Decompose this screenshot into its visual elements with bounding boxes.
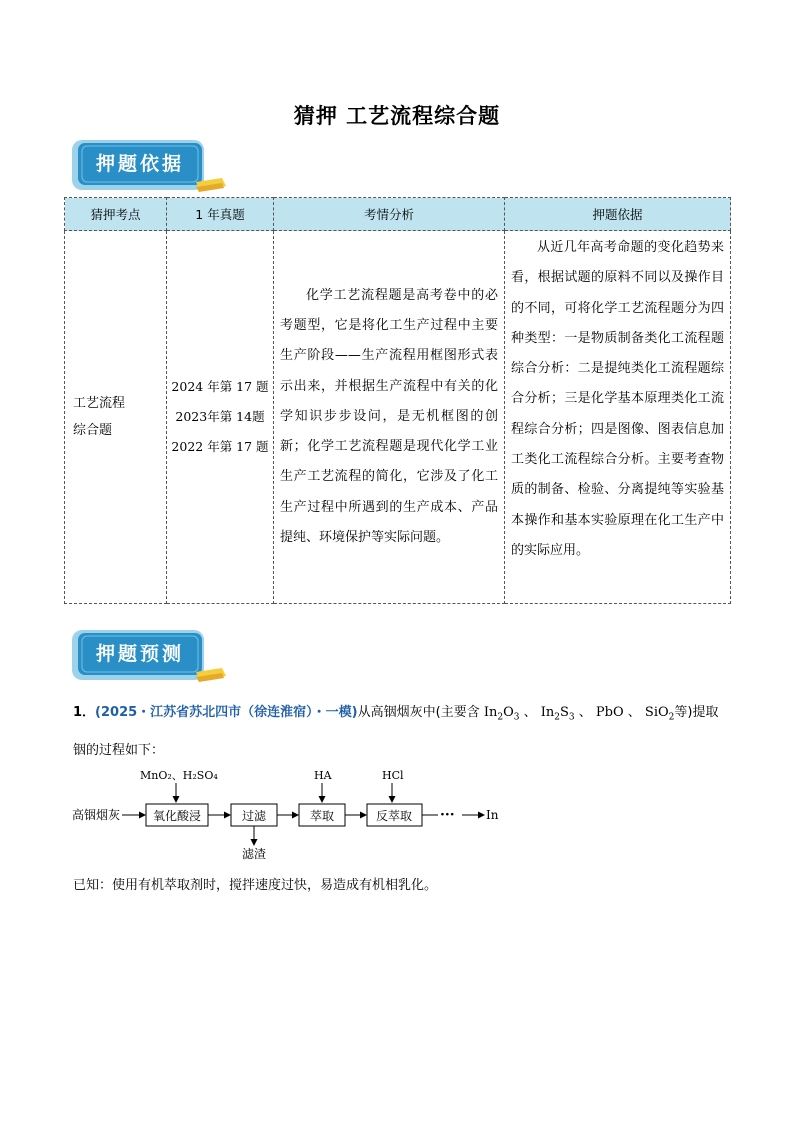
topic-line-2: 综合题 [73, 423, 113, 438]
formula-in2s3: $In_2S_3$ [540, 705, 575, 723]
question-line: 1．(2025・江苏省苏北四市（徐连淮宿）・一模)从高铟烟灰中(主要含 $In_2O_3$ 、 $In_2S_3$ 、 PbO 、 SiO$_2$等)提取 [73, 705, 719, 723]
table-row [65, 231, 731, 604]
analysis-cell [274, 231, 505, 604]
table-header-row [65, 198, 731, 231]
section-title-predict: 押题预测 [96, 643, 185, 665]
year-item: 2024 年第 17 题 [171, 379, 269, 394]
formula-pbo: PbO [595, 705, 624, 720]
basis-text: 从近几年高考命题的变化趋势来看，根据试题的原料不同以及操作目的不同，可将化学工艺流程题分为四种类型：一是物质制备类化工流程题综合分析：二是提纯类化工流程题综合分析；三是化学基本原理类化工流程综合分析；四是图像、图表信息加工类化工流程综合分析。主要考查物质的制备、检验、分离提纯等实验基本操作和基本实验原理在化工生产中的实际应用。 [511, 240, 724, 558]
flow-ellipsis: ··· [440, 807, 455, 823]
question-source: (2025・江苏省苏北四市（徐连淮宿）・一模) [95, 705, 358, 720]
question-text-a: 从高铟烟灰中(主要含 [357, 705, 480, 720]
step-label: 萃取 [309, 809, 335, 823]
known-condition: 已知：使用有机萃取剂时，搅拌速度过快，易造成有机相乳化。 [73, 878, 438, 893]
page-title: 猜押 工艺流程综合题 [293, 104, 501, 128]
section-banner-predict [72, 628, 227, 684]
header-topic: 猜押考点 [65, 198, 167, 231]
step-label: 过滤 [241, 809, 267, 823]
header-years: 1 年真题 [167, 198, 274, 231]
formula-sio2: SiO$_2$ [644, 705, 675, 723]
section-banner-basis [72, 138, 227, 194]
question-line-2: 铟的过程如下： [73, 743, 165, 758]
flow-residue: 滤渣 [242, 847, 267, 861]
reagent-mno2-h2so4: MnO₂、H₂SO₄ [140, 769, 218, 782]
step-label: 反萃取 [375, 809, 413, 823]
reagent-ha: HA [314, 769, 332, 782]
basis-cell [505, 231, 731, 604]
question-text-b: 等)提取 [674, 705, 719, 720]
header-basis: 押题依据 [505, 198, 731, 231]
formula-in2o3: $In_2O_3$ [483, 705, 520, 723]
question-number: 1． [73, 705, 96, 720]
step-label: 氧化酸浸 [152, 809, 202, 823]
flow-start: 高铟烟灰 [72, 808, 121, 822]
section-title-basis: 押题依据 [96, 153, 185, 175]
process-flow-diagram [70, 765, 510, 865]
year-item: 2023年第 14题 [175, 409, 265, 424]
header-analysis: 考情分析 [274, 198, 505, 231]
topic-line-1: 工艺流程 [73, 396, 126, 411]
topic-cell [65, 231, 167, 604]
years-cell [167, 231, 274, 604]
flow-end: In [486, 808, 499, 822]
analysis-text: 化学工艺流程题是高考卷中的必考题型，它是将化工生产过程中主要生产阶段——生产流程用框图形式表示出来，并根据生产流程中有关的化学知识步步设问，是无机框图的创新；化学工艺流程题是现代化学工业生产工艺流程的简化，它涉及了化工生产过程中所遇到的生产成本、产品提纯、环境保护等实际问题。 [280, 287, 498, 546]
reagent-hcl: HCl [382, 769, 404, 782]
year-item: 2022 年第 17 题 [171, 439, 269, 454]
basis-table [64, 197, 731, 604]
